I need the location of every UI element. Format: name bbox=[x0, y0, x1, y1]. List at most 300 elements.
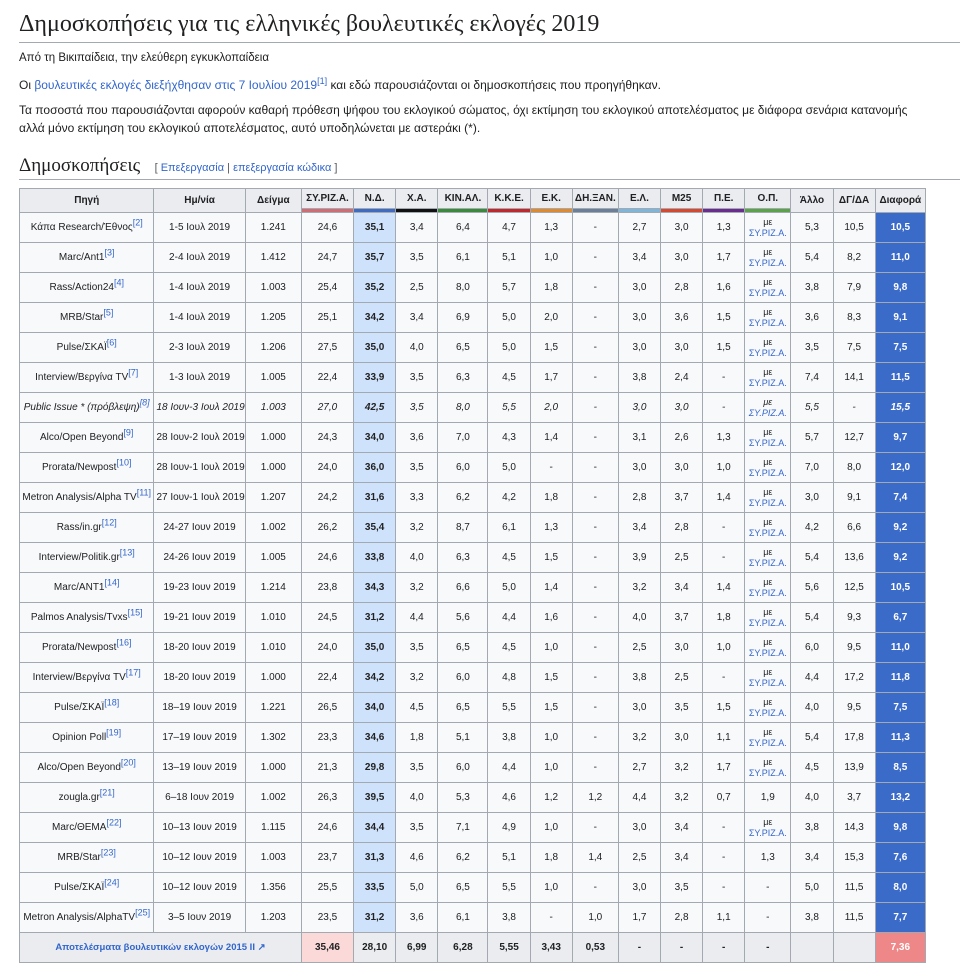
other-cell: 3,4 bbox=[791, 843, 833, 873]
value-cell: 26,5 bbox=[301, 693, 353, 723]
value-cell: 1,8 bbox=[396, 723, 438, 753]
value-cell: 6,0 bbox=[438, 663, 488, 693]
op-syriza-link[interactable]: ΣΥ.ΡΙΖ.Α. bbox=[748, 767, 787, 778]
value-cell: 2,8 bbox=[618, 483, 660, 513]
other-cell: 5,4 bbox=[791, 543, 833, 573]
value-cell: 3,0 bbox=[618, 693, 660, 723]
value-cell: 1,3 bbox=[703, 423, 745, 453]
value-cell: 4,3 bbox=[488, 423, 530, 453]
source-name: Rass/Action24 bbox=[49, 282, 114, 293]
undecided-cell: 10,5 bbox=[833, 213, 875, 243]
sample-cell: 1.000 bbox=[245, 423, 301, 453]
source-cell bbox=[20, 543, 154, 573]
source-name: Κάπα Research/Έθνος bbox=[30, 222, 133, 233]
value-cell: - bbox=[572, 303, 618, 333]
column-header: Ε.Λ. bbox=[618, 189, 660, 209]
op-with: με bbox=[763, 606, 773, 617]
difference-cell: 12,0 bbox=[875, 453, 925, 483]
sample-cell: 1.206 bbox=[245, 333, 301, 363]
ref-link[interactable]: [13] bbox=[119, 547, 135, 558]
result-other-cell bbox=[791, 933, 833, 963]
op-syriza-link[interactable]: ΣΥ.ΡΙΖ.Α. bbox=[748, 737, 787, 748]
op-syriza-link[interactable]: ΣΥ.ΡΙΖ.Α. bbox=[748, 317, 787, 328]
value-cell: - bbox=[572, 213, 618, 243]
source-cell bbox=[20, 603, 154, 633]
table-row bbox=[20, 663, 926, 693]
result-undecided-cell bbox=[833, 933, 875, 963]
date-cell: 1-3 Ιουλ 2019 bbox=[154, 363, 245, 393]
ref-link[interactable]: [4] bbox=[113, 277, 124, 288]
date-cell: 2-3 Ιουλ 2019 bbox=[154, 333, 245, 363]
source-name: Public Issue * (πρόβλεψη) bbox=[23, 402, 140, 413]
value-cell: 1,0 bbox=[572, 903, 618, 933]
sample-cell: 1.010 bbox=[245, 603, 301, 633]
op-syriza-link[interactable]: ΣΥ.ΡΙΖ.Α. bbox=[748, 347, 787, 358]
value-cell: 3,8 bbox=[488, 723, 530, 753]
value-cell: 1,8 bbox=[530, 273, 572, 303]
date-cell: 19-23 Ιουν 2019 bbox=[154, 573, 245, 603]
sample-cell: 1.221 bbox=[245, 693, 301, 723]
sample-cell: 1.003 bbox=[245, 843, 301, 873]
undecided-cell: 13,6 bbox=[833, 543, 875, 573]
value-cell: 4,5 bbox=[396, 693, 438, 723]
date-cell: 6–18 Ιουν 2019 bbox=[154, 783, 245, 813]
op-cell bbox=[745, 453, 791, 483]
sample-cell: 1.002 bbox=[245, 783, 301, 813]
value-cell: 33,5 bbox=[354, 873, 396, 903]
value-cell: 24,6 bbox=[301, 543, 353, 573]
ref-link[interactable]: [10] bbox=[116, 457, 132, 468]
sample-cell: 1.010 bbox=[245, 633, 301, 663]
result-link[interactable]: Αποτελέσματα βουλευτικών εκλογών 2015 II bbox=[55, 942, 255, 953]
value-cell: 35,1 bbox=[354, 213, 396, 243]
value-cell: 5,0 bbox=[488, 573, 530, 603]
op-cell bbox=[745, 753, 791, 783]
value-cell: 25,5 bbox=[301, 873, 353, 903]
source-name: Metron Analysis/AlphaTV bbox=[23, 912, 136, 923]
value-cell: 1,5 bbox=[530, 663, 572, 693]
value-cell: - bbox=[572, 723, 618, 753]
source-name: Metron Analysis/Alpha TV bbox=[22, 492, 137, 503]
value-cell: 2,7 bbox=[618, 753, 660, 783]
result-value-cell: 0,53 bbox=[572, 933, 618, 963]
value-cell: - bbox=[530, 903, 572, 933]
value-cell: 5,1 bbox=[438, 723, 488, 753]
value-cell: 3,7 bbox=[661, 483, 703, 513]
value-cell: 25,1 bbox=[301, 303, 353, 333]
ref-link[interactable]: [6] bbox=[106, 337, 117, 348]
source-name: Marc/Ant1 bbox=[58, 252, 105, 263]
difference-cell: 15,5 bbox=[875, 393, 925, 423]
op-with: με bbox=[763, 516, 773, 527]
source-name: zougla.gr bbox=[58, 792, 100, 803]
op-cell bbox=[745, 633, 791, 663]
value-cell: 4,6 bbox=[396, 843, 438, 873]
table-row bbox=[20, 693, 926, 723]
page-title: Δημοσκοπήσεις για τις ελληνικές βουλευτικές εκλογές 2019 bbox=[19, 10, 960, 43]
value-cell: - bbox=[572, 873, 618, 903]
value-cell: - bbox=[703, 513, 745, 543]
ref-link[interactable]: [21] bbox=[99, 787, 115, 798]
value-cell: 1,4 bbox=[703, 483, 745, 513]
edit-bracket-open: [ bbox=[154, 162, 161, 174]
value-cell: 23,3 bbox=[301, 723, 353, 753]
value-cell: - bbox=[572, 483, 618, 513]
value-cell: 1,0 bbox=[530, 723, 572, 753]
op-with: με bbox=[763, 426, 773, 437]
op-syriza-link[interactable]: ΣΥ.ΡΙΖ.Α. bbox=[748, 527, 787, 538]
difference-cell: 11,8 bbox=[875, 663, 925, 693]
undecided-cell: 6,6 bbox=[833, 513, 875, 543]
source-cell bbox=[20, 393, 154, 423]
op-syriza-link[interactable]: ΣΥ.ΡΙΖ.Α. bbox=[748, 557, 787, 568]
op-with: με bbox=[763, 246, 773, 257]
value-cell: 3,2 bbox=[661, 783, 703, 813]
op-with: με bbox=[763, 636, 773, 647]
source-name: Alco/Open Beyond bbox=[40, 432, 124, 443]
difference-cell: 7,7 bbox=[875, 903, 925, 933]
value-cell: 23,7 bbox=[301, 843, 353, 873]
value-cell: 3,4 bbox=[618, 513, 660, 543]
other-cell: 3,5 bbox=[791, 333, 833, 363]
value-cell: 24,0 bbox=[301, 633, 353, 663]
ref-link[interactable]: [24] bbox=[104, 877, 120, 888]
sample-cell: 1.412 bbox=[245, 243, 301, 273]
table-row bbox=[20, 483, 926, 513]
value-cell: 4,5 bbox=[488, 363, 530, 393]
value-cell: 1,5 bbox=[703, 693, 745, 723]
value-cell: 4,7 bbox=[488, 213, 530, 243]
op-with: με bbox=[763, 726, 773, 737]
value-cell: 22,4 bbox=[301, 663, 353, 693]
result-value-cell: 35,46 bbox=[301, 933, 353, 963]
value-cell: - bbox=[572, 333, 618, 363]
op-cell bbox=[745, 543, 791, 573]
ref-link[interactable]: [15] bbox=[127, 607, 143, 618]
value-cell: 2,8 bbox=[661, 513, 703, 543]
op-cell bbox=[745, 723, 791, 753]
column-header: Ε.Κ. bbox=[530, 189, 572, 209]
date-cell: 28 Ιουν-2 Ιουλ 2019 bbox=[154, 423, 245, 453]
table-row bbox=[20, 363, 926, 393]
value-cell: 4,4 bbox=[488, 603, 530, 633]
date-cell: 24-27 Ιουν 2019 bbox=[154, 513, 245, 543]
value-cell: 4,0 bbox=[396, 333, 438, 363]
date-cell: 24-26 Ιουν 2019 bbox=[154, 543, 245, 573]
source-cell bbox=[20, 333, 154, 363]
other-cell: 5,4 bbox=[791, 603, 833, 633]
value-cell: 6,5 bbox=[438, 333, 488, 363]
other-cell: 5,4 bbox=[791, 723, 833, 753]
sample-cell: 1.302 bbox=[245, 723, 301, 753]
value-cell: 1,7 bbox=[703, 753, 745, 783]
value-cell: 1,0 bbox=[703, 633, 745, 663]
result-value-cell: 5,55 bbox=[488, 933, 530, 963]
value-cell: 1,0 bbox=[703, 453, 745, 483]
op-syriza-link[interactable]: ΣΥ.ΡΙΖ.Α. bbox=[748, 257, 787, 268]
edit-source-link[interactable]: επεξεργασία κώδικα bbox=[233, 162, 332, 174]
source-cell bbox=[20, 303, 154, 333]
result-value-cell: - bbox=[661, 933, 703, 963]
difference-cell: 7,5 bbox=[875, 333, 925, 363]
ref-link[interactable]: [9] bbox=[123, 427, 134, 438]
value-cell: 1,5 bbox=[703, 333, 745, 363]
source-cell bbox=[20, 783, 154, 813]
op-with: με bbox=[763, 306, 773, 317]
result-value-cell: 6,99 bbox=[396, 933, 438, 963]
value-cell: 31,2 bbox=[354, 603, 396, 633]
undecided-cell: 17,8 bbox=[833, 723, 875, 753]
op-syriza-link[interactable]: ΣΥ.ΡΙΖ.Α. bbox=[748, 407, 787, 418]
sample-cell: 1.356 bbox=[245, 873, 301, 903]
value-cell: 3,8 bbox=[618, 363, 660, 393]
value-cell: 25,4 bbox=[301, 273, 353, 303]
result-value-cell: - bbox=[618, 933, 660, 963]
value-cell: 3,5 bbox=[396, 633, 438, 663]
undecided-cell: 11,5 bbox=[833, 903, 875, 933]
ref-link[interactable]: [11] bbox=[136, 487, 152, 498]
source-cell bbox=[20, 453, 154, 483]
value-cell: 2,8 bbox=[661, 273, 703, 303]
op-cell bbox=[745, 693, 791, 723]
value-cell: 3,2 bbox=[618, 573, 660, 603]
value-cell: 1,7 bbox=[530, 363, 572, 393]
column-header: ΔΗ.ΞΑΝ. bbox=[572, 189, 618, 209]
source-name: Interview/Βεργίνα TV bbox=[35, 372, 129, 383]
value-cell: 6,0 bbox=[438, 453, 488, 483]
op-syriza-link[interactable]: ΣΥ.ΡΙΖ.Α. bbox=[748, 497, 787, 508]
value-cell: 24,2 bbox=[301, 483, 353, 513]
result-label-cell bbox=[20, 933, 302, 963]
value-cell: 2,8 bbox=[661, 903, 703, 933]
table-row bbox=[20, 453, 926, 483]
intro-post: και εδώ παρουσιάζονται οι δημοσκοπήσεις που προηγήθηκαν. bbox=[327, 78, 661, 92]
value-cell: 1,4 bbox=[530, 573, 572, 603]
op-with: με bbox=[763, 486, 773, 497]
column-header: Ν.Δ. bbox=[354, 189, 396, 209]
result-value-cell: - bbox=[703, 933, 745, 963]
value-cell: 2,5 bbox=[618, 843, 660, 873]
value-cell: 1,3 bbox=[530, 513, 572, 543]
section-header bbox=[19, 155, 960, 180]
undecided-cell: 14,1 bbox=[833, 363, 875, 393]
value-cell: 35,0 bbox=[354, 633, 396, 663]
value-cell: 1,4 bbox=[530, 423, 572, 453]
elections-link[interactable]: βουλευτικές εκλογές διεξήχθησαν στις 7 Ιουλίου 2019 bbox=[34, 78, 318, 92]
value-cell: 1,5 bbox=[530, 543, 572, 573]
ref-link[interactable]: [14] bbox=[104, 577, 120, 588]
source-name: Palmos Analysis/Tvxs bbox=[30, 612, 128, 623]
ref-link[interactable]: [16] bbox=[116, 637, 132, 648]
ref-link[interactable]: [20] bbox=[120, 757, 136, 768]
date-cell: 10–12 Ιουν 2019 bbox=[154, 873, 245, 903]
value-cell: 3,5 bbox=[396, 453, 438, 483]
op-syriza-link[interactable]: ΣΥ.ΡΙΖ.Α. bbox=[748, 467, 787, 478]
op-syriza-link[interactable]: ΣΥ.ΡΙΖ.Α. bbox=[748, 617, 787, 628]
sample-cell: 1.000 bbox=[245, 753, 301, 783]
result-value-cell: 3,43 bbox=[530, 933, 572, 963]
op-with: με bbox=[763, 666, 773, 677]
value-cell: 6,3 bbox=[438, 543, 488, 573]
op-syriza-link[interactable]: ΣΥ.ΡΙΖ.Α. bbox=[748, 677, 787, 688]
op-cell bbox=[745, 483, 791, 513]
value-cell: 21,3 bbox=[301, 753, 353, 783]
value-cell: 6,5 bbox=[438, 873, 488, 903]
date-cell: 18-20 Ιουν 2019 bbox=[154, 633, 245, 663]
table-row bbox=[20, 243, 926, 273]
op-with: με bbox=[763, 276, 773, 287]
value-cell: 2,5 bbox=[661, 543, 703, 573]
undecided-cell: 17,2 bbox=[833, 663, 875, 693]
ref-link[interactable]: [17] bbox=[125, 667, 141, 678]
op-cell bbox=[745, 573, 791, 603]
value-cell: 3,7 bbox=[661, 603, 703, 633]
source-name: MRB/Star bbox=[57, 852, 101, 863]
source-cell bbox=[20, 363, 154, 393]
value-cell: 5,5 bbox=[488, 873, 530, 903]
undecided-cell: 8,0 bbox=[833, 453, 875, 483]
column-header: ΔΓ/ΔΑ bbox=[833, 189, 875, 213]
undecided-cell: 3,7 bbox=[833, 783, 875, 813]
op-with: με bbox=[763, 366, 773, 377]
value-cell: 7,1 bbox=[438, 813, 488, 843]
ref-link[interactable]: [2] bbox=[132, 217, 143, 228]
value-cell: 3,2 bbox=[618, 723, 660, 753]
ref-link[interactable]: [5] bbox=[103, 307, 114, 318]
other-cell: 4,0 bbox=[791, 693, 833, 723]
edit-link[interactable]: Επεξεργασία bbox=[160, 162, 225, 174]
result-row bbox=[20, 933, 926, 963]
value-cell: - bbox=[572, 813, 618, 843]
value-cell: 6,3 bbox=[438, 363, 488, 393]
value-cell: 23,5 bbox=[301, 903, 353, 933]
value-cell: 6,5 bbox=[438, 633, 488, 663]
source-name: Marc/ΘΕΜΑ bbox=[51, 822, 107, 833]
op-syriza-link[interactable]: ΣΥ.ΡΙΖ.Α. bbox=[748, 587, 787, 598]
column-header: Π.Ε. bbox=[703, 189, 745, 209]
source-name: Interview/Politik.gr bbox=[38, 552, 120, 563]
op-syriza-link[interactable]: ΣΥ.ΡΙΖ.Α. bbox=[748, 287, 787, 298]
difference-cell: 7,5 bbox=[875, 693, 925, 723]
source-name: Alco/Open Beyond bbox=[37, 762, 121, 773]
value-cell: 6,6 bbox=[438, 573, 488, 603]
value-cell: 4,5 bbox=[488, 543, 530, 573]
value-cell: 1,4 bbox=[572, 843, 618, 873]
ref-link[interactable]: [7] bbox=[128, 367, 139, 378]
note-paragraph bbox=[19, 101, 960, 137]
value-cell: 2,4 bbox=[661, 363, 703, 393]
value-cell: 3,5 bbox=[661, 873, 703, 903]
value-cell: 1,2 bbox=[572, 783, 618, 813]
op-cell bbox=[745, 273, 791, 303]
op-with: με bbox=[763, 576, 773, 587]
sample-cell: 1.003 bbox=[245, 273, 301, 303]
value-cell: 7,0 bbox=[438, 423, 488, 453]
value-cell: 8,0 bbox=[438, 273, 488, 303]
ref-link[interactable]: [1] bbox=[317, 76, 328, 86]
value-cell: 2,0 bbox=[530, 393, 572, 423]
value-cell: 4,0 bbox=[618, 603, 660, 633]
undecided-cell: 14,3 bbox=[833, 813, 875, 843]
value-cell: 3,4 bbox=[661, 573, 703, 603]
value-cell: 29,8 bbox=[354, 753, 396, 783]
value-cell: 24,7 bbox=[301, 243, 353, 273]
other-cell: 5,6 bbox=[791, 573, 833, 603]
value-cell: 3,4 bbox=[661, 843, 703, 873]
ref-link[interactable]: [19] bbox=[106, 727, 122, 738]
op-syriza-link[interactable]: ΣΥ.ΡΙΖ.Α. bbox=[748, 707, 787, 718]
op-with: με bbox=[763, 216, 773, 227]
op-syriza-link[interactable]: ΣΥ.ΡΙΖ.Α. bbox=[748, 227, 787, 238]
other-cell: 5,7 bbox=[791, 423, 833, 453]
ref-link[interactable]: [25] bbox=[135, 907, 151, 918]
op-syriza-link[interactable]: ΣΥ.ΡΙΖ.Α. bbox=[748, 647, 787, 658]
date-cell: 18-20 Ιουν 2019 bbox=[154, 663, 245, 693]
ref-link[interactable]: [23] bbox=[100, 847, 116, 858]
sample-cell: 1.203 bbox=[245, 903, 301, 933]
value-cell: 6,5 bbox=[438, 693, 488, 723]
source-name: Marc/ANT1 bbox=[53, 582, 105, 593]
value-cell: 26,3 bbox=[301, 783, 353, 813]
value-cell: 3,8 bbox=[618, 663, 660, 693]
difference-cell: 10,5 bbox=[875, 573, 925, 603]
source-name: Rass/in.gr bbox=[56, 522, 102, 533]
value-cell: 4,8 bbox=[488, 663, 530, 693]
op-with: με bbox=[763, 456, 773, 467]
ref-link[interactable]: [3] bbox=[104, 247, 115, 258]
value-cell: 3,5 bbox=[396, 813, 438, 843]
value-cell: - bbox=[572, 663, 618, 693]
date-cell: 19-21 Ιουν 2019 bbox=[154, 603, 245, 633]
value-cell: 1,1 bbox=[703, 723, 745, 753]
value-cell: 34,0 bbox=[354, 693, 396, 723]
table-row bbox=[20, 603, 926, 633]
value-cell: 34,2 bbox=[354, 663, 396, 693]
table-row bbox=[20, 423, 926, 453]
value-cell: 3,0 bbox=[618, 873, 660, 903]
difference-cell: 9,8 bbox=[875, 813, 925, 843]
intro-paragraph bbox=[19, 76, 960, 94]
value-cell: 3,0 bbox=[618, 813, 660, 843]
ref-link[interactable]: [18] bbox=[104, 697, 120, 708]
value-cell: - bbox=[572, 693, 618, 723]
source-cell bbox=[20, 693, 154, 723]
value-cell: 35,2 bbox=[354, 273, 396, 303]
ref-link[interactable]: [22] bbox=[106, 817, 122, 828]
difference-cell: 10,5 bbox=[875, 213, 925, 243]
op-cell: - bbox=[745, 873, 791, 903]
value-cell: 5,5 bbox=[488, 393, 530, 423]
ref-link[interactable]: [12] bbox=[101, 517, 117, 528]
value-cell: 1,4 bbox=[703, 573, 745, 603]
value-cell: 1,8 bbox=[530, 483, 572, 513]
op-syriza-link[interactable]: ΣΥ.ΡΙΖ.Α. bbox=[748, 827, 787, 838]
other-cell: 3,8 bbox=[791, 903, 833, 933]
value-cell: 3,6 bbox=[396, 903, 438, 933]
undecided-cell: 13,9 bbox=[833, 753, 875, 783]
ref-link[interactable]: [8] bbox=[139, 397, 150, 408]
value-cell: - bbox=[703, 813, 745, 843]
op-syriza-link[interactable]: ΣΥ.ΡΙΖ.Α. bbox=[748, 377, 787, 388]
undecided-cell: 11,5 bbox=[833, 873, 875, 903]
value-cell: 3,0 bbox=[661, 333, 703, 363]
value-cell: 3,0 bbox=[618, 303, 660, 333]
sample-cell: 1.002 bbox=[245, 513, 301, 543]
value-cell: 6,9 bbox=[438, 303, 488, 333]
value-cell: 34,6 bbox=[354, 723, 396, 753]
date-cell: 17–19 Ιουν 2019 bbox=[154, 723, 245, 753]
op-syriza-link[interactable]: ΣΥ.ΡΙΖ.Α. bbox=[748, 437, 787, 448]
